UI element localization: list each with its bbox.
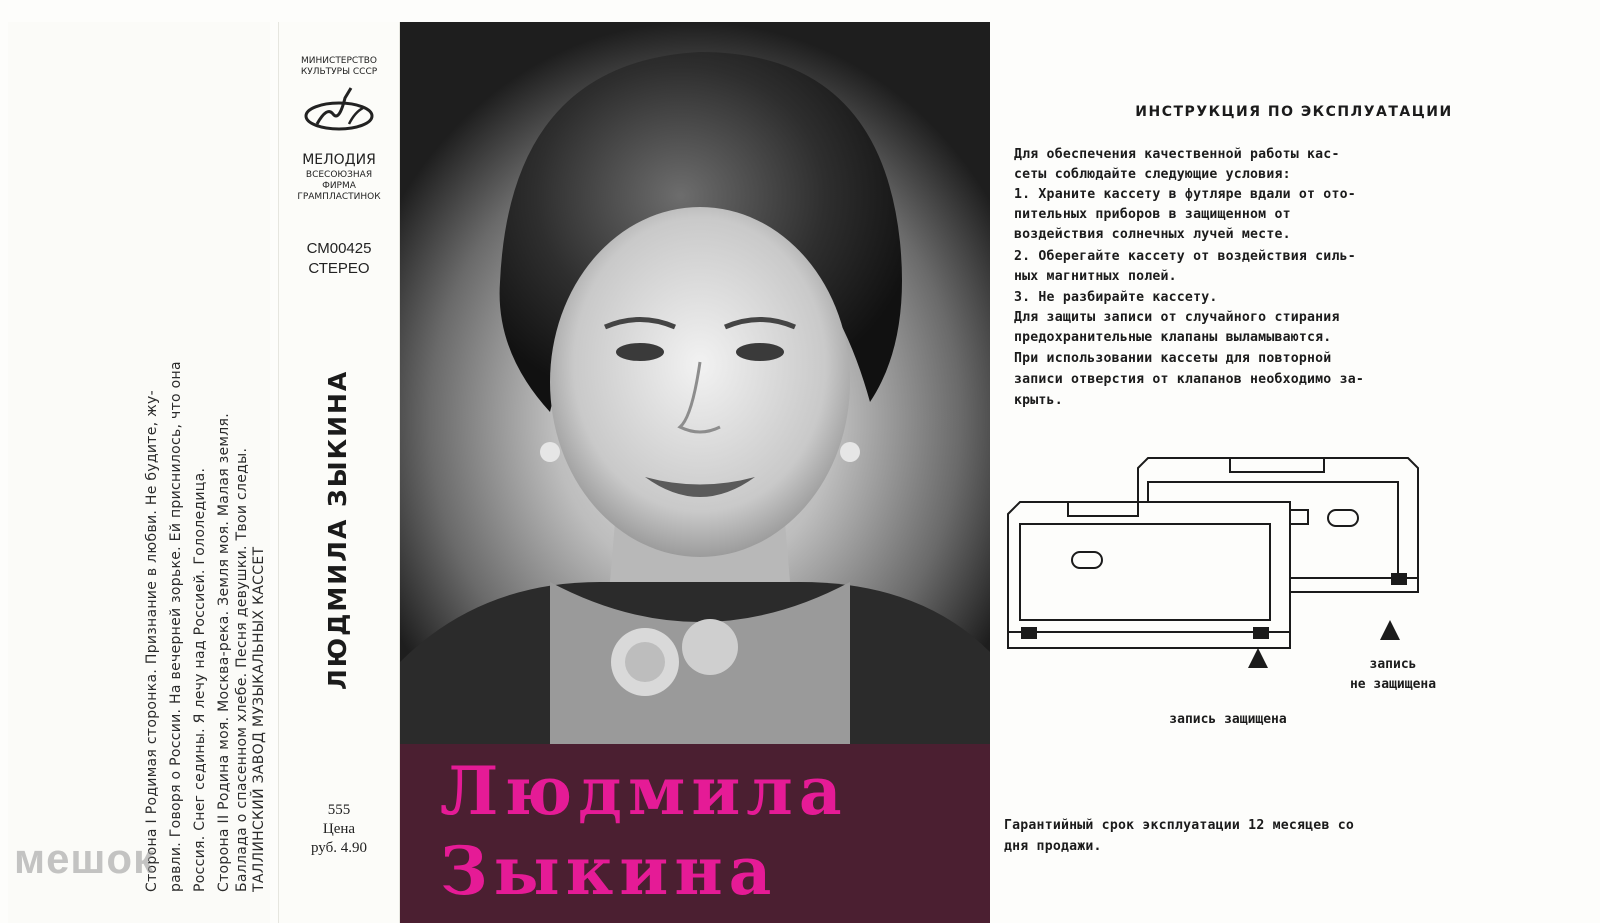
portrait-illustration	[400, 22, 990, 744]
instruction-line: предохранительные клапаны выламываются.	[1014, 330, 1332, 345]
artist-name-band	[400, 744, 990, 923]
instruction-line: ных магнитных полей.	[1014, 269, 1177, 284]
arrow-protected-icon	[1248, 648, 1268, 668]
price-line: руб. 4.90	[311, 840, 367, 856]
instruction-line: сеты соблюдайте следующие условия:	[1014, 167, 1291, 182]
artist-last-name: Зыкина	[440, 832, 778, 910]
instruction-line: 2. Оберегайте кассету от воздействия силь-	[1014, 249, 1356, 264]
instructions-panel	[998, 22, 1590, 923]
warranty-line: дня продажи.	[1004, 839, 1102, 854]
front-cover	[400, 22, 990, 923]
track-list-line: Баллада о спасенном хлебе. Песня девушки. Твои следы.	[234, 447, 250, 892]
label-sub-line: ВСЕСОЮЗНАЯ	[305, 170, 373, 180]
artist-portrait	[400, 22, 990, 744]
instruction-line: записи отверстия от клапанов необходимо за-	[1014, 372, 1365, 387]
label-unprotected: запись	[1369, 657, 1417, 672]
label-name: МЕЛОДИЯ	[302, 152, 376, 168]
instruction-line: При использовании кассеты для повторной	[1014, 351, 1332, 366]
track-list-line: равли. Говоря о России. На вечерней зорьке. Ей приснилось, что она	[168, 361, 184, 892]
spine-artist-name: ЛЮДМИЛА ЗЫКИНА	[323, 369, 352, 690]
instruction-line: воздействия солнечных лучей месте.	[1014, 227, 1291, 242]
ministry-line: МИНИСТЕРСТВО	[301, 56, 377, 66]
label-unprotected: не защищена	[1349, 677, 1437, 692]
warranty-line: Гарантийный срок эксплуатации 12 месяцев со	[1004, 818, 1355, 833]
track-list-panel	[8, 22, 270, 923]
instruction-line: крыть.	[1014, 393, 1063, 408]
track-list-line: Сторона I Родимая сторонка. Признание в любви. Не будите, жу-	[144, 390, 160, 892]
label-sub-line: ГРАМПЛАСТИНОК	[297, 192, 381, 202]
track-list-line: Россия. Снег седины. Я лечу над Россией. Гололедица.	[192, 467, 208, 892]
melodiya-logo-icon	[303, 84, 375, 140]
artist-first-name: Людмила	[440, 752, 848, 830]
instruction-line: 1. Храните кассету в футляре вдали от ото-	[1014, 187, 1356, 202]
instruction-line: Для обеспечения качественной работы кас-	[1014, 147, 1340, 162]
label-sub-line: ФИРМА	[322, 181, 356, 191]
arrow-unprotected-icon	[1380, 620, 1400, 640]
price-line: 555	[327, 802, 351, 818]
instruction-line: пительных приборов в защищенном от	[1014, 207, 1291, 222]
price-line: Цена	[322, 821, 356, 837]
watermark-logo: мешок	[14, 835, 156, 882]
track-list-line: Сторона II Родина моя. Москва-река. Земля моя. Малая земля.	[216, 413, 232, 892]
ministry-line: КУЛЬТУРЫ СССР	[300, 67, 378, 77]
label-protected: запись защищена	[1169, 712, 1287, 727]
instruction-line: 3. Не разбирайте кассету.	[1014, 290, 1218, 305]
instruction-line: Для защиты записи от случайного стирания	[1014, 310, 1340, 325]
cassette-diagram	[998, 452, 1590, 672]
spine-panel	[278, 22, 400, 923]
factory-name: ТАЛЛИНСКИЙ ЗАВОД МУЗЫКАЛЬНЫХ КАССЕТ	[251, 546, 267, 892]
instructions-title: ИНСТРУКЦИЯ ПО ЭКСПЛУАТАЦИИ	[1135, 104, 1453, 120]
catalog-number: СМ00425	[306, 240, 372, 257]
stereo-label: СТЕРЕО	[308, 260, 370, 277]
